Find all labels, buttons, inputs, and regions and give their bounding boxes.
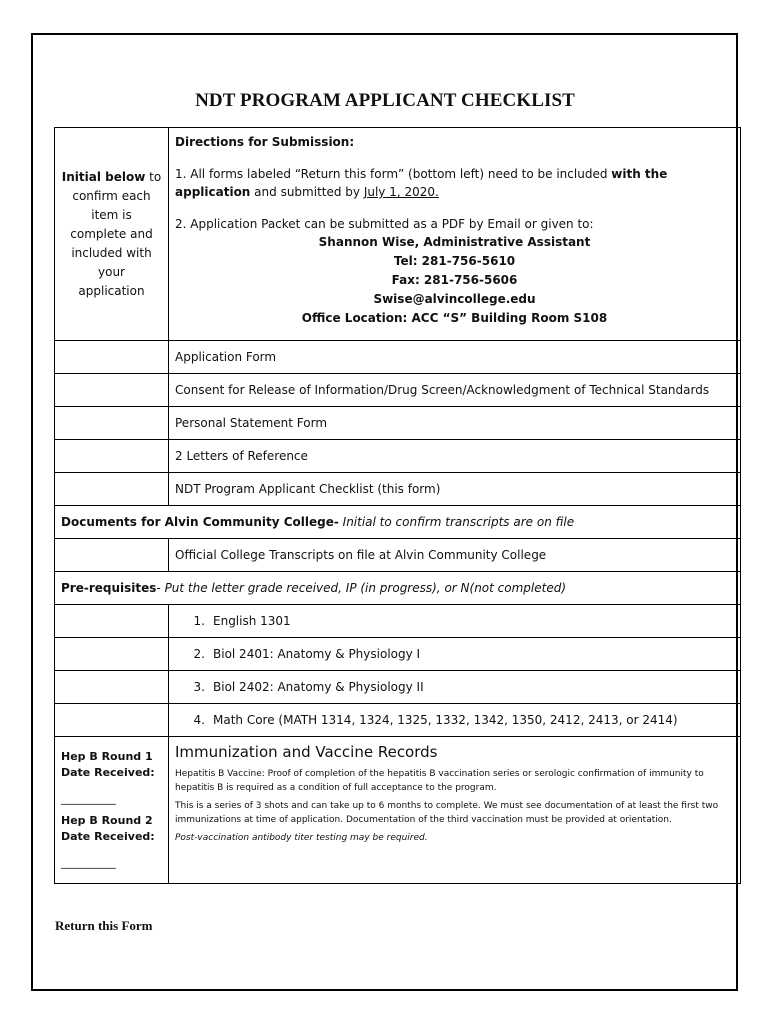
hep-dates-cell bbox=[55, 737, 169, 884]
direction-text: 1. All forms labeled “Return this form” (bottom left) need to be included bbox=[175, 167, 612, 181]
direction-emphasis: with the application bbox=[175, 167, 668, 199]
initial-line: your bbox=[98, 264, 125, 279]
initial-line: application bbox=[78, 283, 145, 298]
initial-box[interactable] bbox=[55, 374, 169, 407]
checklist-row bbox=[55, 473, 741, 506]
initial-instruction-cell bbox=[55, 128, 169, 341]
initial-line: included with bbox=[71, 245, 152, 260]
return-form-label: Return this Form bbox=[55, 918, 153, 933]
contact-office: Office Location: ACC “S” Building Room S108 bbox=[301, 311, 608, 325]
prereq-header bbox=[55, 572, 741, 605]
prereq-row bbox=[55, 638, 741, 671]
item-applicant-checklist: NDT Program Applicant Checklist (this form) bbox=[169, 473, 741, 506]
prereq-number: 4. bbox=[193, 713, 205, 727]
direction-item-1 bbox=[175, 165, 734, 201]
direction-text: and submitted by bbox=[250, 185, 364, 199]
hep-round2-label: Hep B Round 2 bbox=[61, 814, 153, 827]
hep-round1-date-label: Date Received: bbox=[61, 766, 155, 779]
directions-row bbox=[55, 128, 741, 341]
immunization-text-3: Post-vaccination antibody titer testing may be required. bbox=[175, 833, 428, 843]
page-title: NDT PROGRAM APPLICANT CHECKLIST bbox=[195, 90, 575, 111]
initial-box[interactable] bbox=[55, 407, 169, 440]
prereq-row bbox=[55, 605, 741, 638]
initial-box[interactable] bbox=[55, 341, 169, 374]
immunization-text-2: This is a series of 3 shots and can take up to 6 months to complete. We must see documentation of at least the first two immunizations at time of application. Documentation of the third vaccination must be provided at orientation. bbox=[175, 801, 719, 825]
checklist-row bbox=[55, 539, 741, 572]
item-transcripts: Official College Transcripts on file at Alvin Community College bbox=[169, 539, 741, 572]
prereq-header-row bbox=[55, 572, 741, 605]
initial-line: item is bbox=[91, 207, 132, 222]
immunization-title: Immunization and Vaccine Records bbox=[175, 743, 438, 761]
checklist-row bbox=[55, 374, 741, 407]
initial-line: confirm each bbox=[72, 188, 151, 203]
hep-round2-date-field[interactable]: __________ bbox=[61, 856, 116, 869]
hep-round2-date-label: Date Received: bbox=[61, 830, 155, 843]
prereq-number: 3. bbox=[193, 680, 205, 694]
prereq-item bbox=[169, 605, 741, 638]
checklist-row bbox=[55, 341, 741, 374]
item-consent-form: Consent for Release of Information/Drug Screen/Acknowledgment of Technical Standards bbox=[169, 374, 741, 407]
item-letters-of-reference: 2 Letters of Reference bbox=[169, 440, 741, 473]
direction-item-2: 2. Application Packet can be submitted as a PDF by Email or given to: bbox=[175, 217, 594, 231]
deadline-date: July 1, 2020. bbox=[363, 185, 439, 199]
prereq-row bbox=[55, 704, 741, 737]
immunization-text-1: Hepatitis B Vaccine: Proof of completion of the hepatitis B vaccination series or serologic confirmation of immunity to hepatitis B is required as a condition of full acceptance to the program. bbox=[175, 769, 704, 793]
contact-tel: Tel: 281-756-5610 bbox=[393, 254, 516, 268]
checklist-row bbox=[55, 440, 741, 473]
prereq-item bbox=[169, 671, 741, 704]
documents-header bbox=[55, 506, 741, 539]
initial-to-label: to bbox=[145, 169, 162, 184]
initial-box[interactable] bbox=[55, 539, 169, 572]
prereq-text: Biol 2401: Anatomy & Physiology I bbox=[213, 647, 421, 661]
contact-name: Shannon Wise, Administrative Assistant bbox=[318, 235, 591, 249]
prereq-note: - Put the letter grade received, IP (in progress), or N(not completed) bbox=[156, 581, 567, 595]
initial-box[interactable] bbox=[55, 440, 169, 473]
item-application-form: Application Form bbox=[169, 341, 741, 374]
documents-header-row bbox=[55, 506, 741, 539]
prereq-item bbox=[169, 704, 741, 737]
documents-heading: Documents for Alvin Community College- bbox=[61, 515, 339, 529]
directions-cell bbox=[169, 128, 741, 341]
hep-round1-label: Hep B Round 1 bbox=[61, 750, 153, 763]
initial-below-label: Initial below bbox=[61, 169, 146, 184]
prereq-number: 1. bbox=[193, 614, 205, 628]
checklist-table bbox=[54, 127, 741, 884]
documents-note: Initial to confirm transcripts are on file bbox=[338, 515, 575, 529]
hep-round1-date-field[interactable]: __________ bbox=[61, 792, 116, 805]
prereq-number: 2. bbox=[193, 647, 205, 661]
contact-email[interactable]: Swise@alvincollege.edu bbox=[373, 292, 536, 306]
prereq-text: Math Core (MATH 1314, 1324, 1325, 1332, 1342, 1350, 2412, 2413, or 2414) bbox=[213, 713, 678, 727]
grade-box[interactable] bbox=[55, 704, 169, 737]
item-personal-statement: Personal Statement Form bbox=[169, 407, 741, 440]
prereq-text: Biol 2402: Anatomy & Physiology II bbox=[213, 680, 424, 694]
prereq-row bbox=[55, 671, 741, 704]
grade-box[interactable] bbox=[55, 671, 169, 704]
grade-box[interactable] bbox=[55, 605, 169, 638]
prereq-heading: Pre-requisites bbox=[61, 581, 157, 595]
immunization-row bbox=[55, 737, 741, 884]
checklist-row bbox=[55, 407, 741, 440]
prereq-text: English 1301 bbox=[213, 614, 291, 628]
grade-box[interactable] bbox=[55, 638, 169, 671]
initial-line: complete and bbox=[70, 226, 153, 241]
directions-heading: Directions for Submission: bbox=[175, 135, 355, 149]
prereq-item bbox=[169, 638, 741, 671]
contact-fax: Fax: 281-756-5606 bbox=[391, 273, 518, 287]
immunization-cell bbox=[169, 737, 741, 884]
initial-box[interactable] bbox=[55, 473, 169, 506]
